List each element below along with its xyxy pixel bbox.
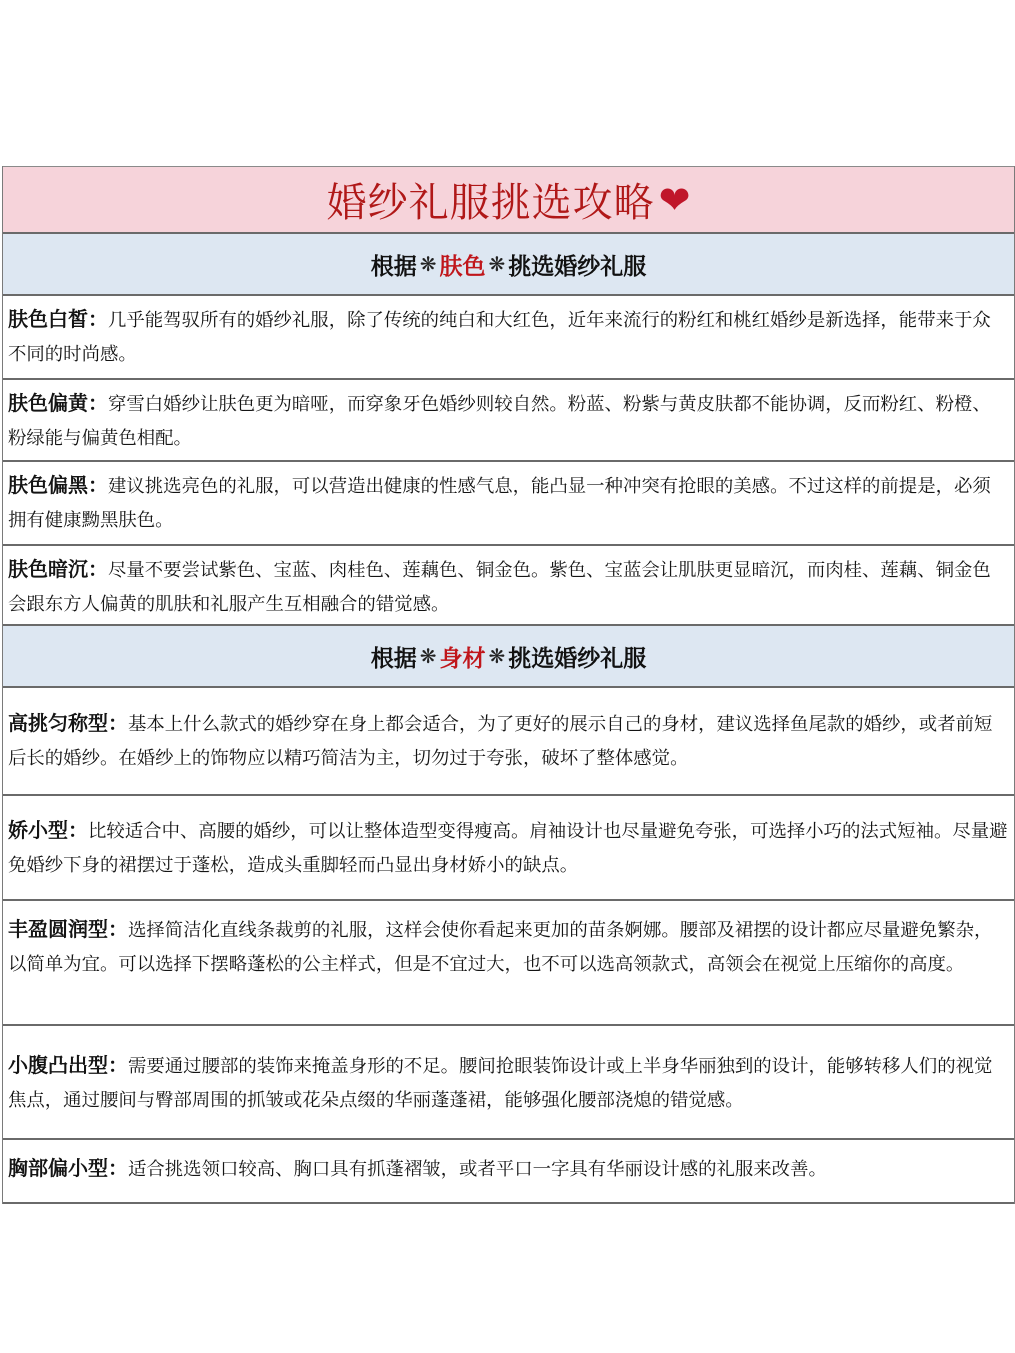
item-text: 比较适合中、高腰的婚纱，可以让整体造型变得瘦高。肩袖设计也尽量避免夸张，可选择小巧的法式短袖。尽量避免婚纱下身的裙摆过于蓬松，造成头重脚轻而凸显出身材娇小的缺点。 xyxy=(8,821,1008,876)
item-term: 娇小型： xyxy=(8,818,88,842)
item-term: 肤色偏黑： xyxy=(8,473,108,497)
item-text: 几乎能驾驭所有的婚纱礼服，除了传统的纯白和大红色，近年来流行的粉红和桃红婚纱是新选择，能带来于众不同的时尚感。 xyxy=(8,310,991,365)
section-heading-keyword: 身材 xyxy=(439,645,486,672)
item-text: 基本上什么款式的婚纱穿在身上都会适合，为了更好的展示自己的身材，建议选择鱼尾款的婚纱，或者前短后长的婚纱。在婚纱上的饰物应以精巧简洁为主，切勿过于夸张，破坏了整体感觉。 xyxy=(8,714,993,769)
section-heading-suffix: 挑选婚纱礼服 xyxy=(508,253,647,280)
item-term: 肤色白皙： xyxy=(8,307,108,331)
list-item xyxy=(3,1026,1014,1140)
item-term: 高挑匀称型： xyxy=(8,711,128,735)
asterisk-icon: ❋ xyxy=(488,644,506,668)
list-item xyxy=(3,546,1014,626)
section-heading-prefix: 根据 xyxy=(370,253,417,280)
section-heading-skin-tone xyxy=(3,234,1014,296)
list-item xyxy=(3,688,1014,796)
item-term: 肤色偏黄： xyxy=(8,391,108,415)
section-heading-keyword: 肤色 xyxy=(439,253,486,280)
list-item xyxy=(3,796,1014,901)
item-term: 丰盈圆润型： xyxy=(8,917,128,941)
page-title: 婚纱礼服挑选攻略 xyxy=(326,180,655,226)
list-item xyxy=(3,901,1014,1026)
item-text: 建议挑选亮色的礼服，可以营造出健康的性感气息，能凸显一种冲突有抢眼的美感。不过这样的前提是，必须拥有健康黝黑肤色。 xyxy=(8,476,991,531)
asterisk-icon: ❋ xyxy=(419,644,437,668)
title-row xyxy=(3,166,1014,234)
guide-table xyxy=(2,166,1015,1204)
item-text: 选择简洁化直线条裁剪的礼服，这样会使你看起来更加的苗条婀娜。腰部及裙摆的设计都应尽量避免繁杂，以简单为宜。可以选择下摆略蓬松的公主样式，但是不宜过大，也不可以选高领款式，高领会在视觉上压缩你的高度。 xyxy=(8,920,993,975)
item-text: 适合挑选领口较高、胸口具有抓蓬褶皱，或者平口一字具有华丽设计感的礼服来改善。 xyxy=(128,1159,827,1180)
section-heading-prefix: 根据 xyxy=(370,645,417,672)
list-item xyxy=(3,296,1014,380)
section-heading-suffix: 挑选婚纱礼服 xyxy=(508,645,647,672)
item-text: 尽量不要尝试紫色、宝蓝、肉桂色、莲藕色、铜金色。紫色、宝蓝会让肌肤更显暗沉，而肉桂、莲藕、铜金色会跟东方人偏黄的肌肤和礼服产生互相融合的错觉感。 xyxy=(8,560,991,615)
list-item xyxy=(3,1140,1014,1204)
item-text: 穿雪白婚纱让肤色更为暗哑，而穿象牙色婚纱则较自然。粉蓝、粉紫与黄皮肤都不能协调，反而粉红、粉橙、粉绿能与偏黄色相配。 xyxy=(8,394,991,449)
asterisk-icon: ❋ xyxy=(419,252,437,276)
item-term: 肤色暗沉： xyxy=(8,557,108,581)
item-term: 小腹凸出型： xyxy=(8,1053,128,1077)
heart-icon: ❤ xyxy=(658,177,691,222)
asterisk-icon: ❋ xyxy=(488,252,506,276)
item-text: 需要通过腰部的装饰来掩盖身形的不足。腰间抢眼装饰设计或上半身华丽独到的设计，能够转移人们的视觉焦点，通过腰间与臀部周围的抓皱或花朵点缀的华丽蓬蓬裙，能够强化腰部浇熄的错觉感。 xyxy=(8,1056,993,1111)
list-item xyxy=(3,462,1014,546)
list-item xyxy=(3,380,1014,462)
item-term: 胸部偏小型： xyxy=(8,1156,128,1180)
section-heading-body-shape xyxy=(3,626,1014,688)
